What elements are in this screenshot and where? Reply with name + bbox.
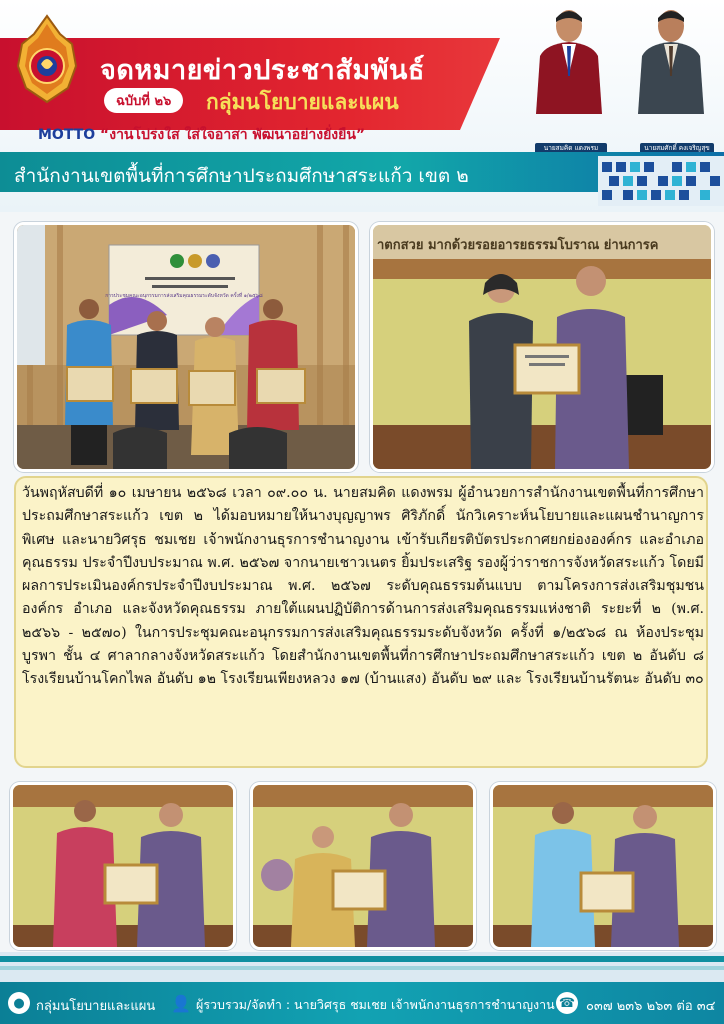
footer-group: กลุ่มนโยบายและแผน (36, 999, 156, 1014)
official-portrait-2 (634, 4, 708, 114)
person-1 (65, 299, 113, 465)
photo-bottom-1-image (13, 785, 233, 947)
phone-icon: ☎ (556, 992, 578, 1014)
motto-prefix: MOTTO (38, 127, 96, 143)
official-name: นายสมศักดิ์ คงเจริญสุข (644, 144, 710, 152)
person-icon: 👤 (171, 993, 191, 1013)
pixel-pattern-decoration (598, 154, 724, 206)
group-name: กลุ่มนโยบายและแผน (206, 90, 399, 114)
obec-emblem-icon (12, 14, 82, 104)
location-pin-icon: ● (8, 992, 30, 1014)
news-paragraph: วันพฤหัสบดีที่ ๑๐ เมษายน ๒๕๖๘ เวลา ๐๙.๐๐ น. นายสมคิด แดงพรม ผู้อำนวยการสำนักงานเขตพื้นที่การศึกษาประถมศึกษาสระแก้ว เขต ๒ ได้มอบหมายให้นางบุญญาพร ศิริภักดิ์ นักวิเคราะห์นโยบายและแผนชำนาญการพิเศษ และนายวิศรุธ ชมเชย เจ้าพนักงานธุรการชำนาญงาน เข้ารับเกียรติบัตรประกาศยกย่ององค์กร และอำเภอคุณธรรม ประจำปีงบประมาณ พ.ศ. ๒๕๖๗ จากนายเชาวเนตร ยิ้มประเสริฐ รองผู้ว่าราชการจังหวัดสระแก้ว โดยมีผลการประเมินองค์กรประจำปีงบประมาณ พ.ศ. ๒๕๖๗ ระดับคุณธรรมต้นแบบ ตามโครงการส่งเสริมชุมชน องค์กร อำเภอ และจังหวัดคุณธรรม ภายใต้แผนปฏิบัติการด้านการส่งเสริมคุณธรรมแห่งชาติ ระยะที่ ๒ (พ.ศ. ๒๕๖๖ - ๒๕๗๐) ในการประชุมคณะอนุกรรมการส่งเสริมคุณธรรมระดับจังหวัด ครั้งที่ ๑/๒๕๖๘ ณ ห้องประชุมบูรพา ชั้น ๔ ศาลากลางจังหวัดสระแก้ว โดยสำนักงานเขตพื้นที่การศึกษาประถมศึกษาสระแก้ว เขต ๒ อันดับ ๘ โรงเรียนบ้านโคกไพล อันดับ ๑๒ โรงเรียนเพียงหลวง ๑๗ (บ้านแสง) อันดับ ๒๙ และ โรงเรียนบ้านรัตนะ อันดับ ๓๐ (22, 485, 704, 688)
photo-certificate-handover-image (373, 225, 711, 469)
office-name: สำนักงานเขตพื้นที่การศึกษาประถมศึกษาสระแก้ว เขต ๒ (14, 165, 469, 187)
issue-badge: ฉบับที่ ๒๖ (104, 88, 183, 113)
footer-phone: ๐๓๗ ๒๓๖ ๒๖๓ ต่อ ๓๔ (586, 999, 716, 1014)
footer-compiler: ผู้รวบรวม/จัดทำ : นายวิศรุธ ชมเชย เจ้าพนักงานธุรการชำนาญงาน (196, 997, 555, 1012)
motto (38, 124, 365, 146)
photo-certificate-handover (370, 222, 714, 472)
photo-group-certificates-image (17, 225, 355, 469)
newsletter-title: จดหมายข่าวประชาสัมพันธ์ (100, 55, 425, 86)
photo-bottom-3 (490, 782, 716, 950)
official-portrait-1 (532, 4, 606, 114)
photo-bottom-2-image (253, 785, 473, 947)
photo-bottom-3-image (493, 785, 713, 947)
official-name: นายสมคิด แดงพรม (543, 144, 599, 152)
photo-bottom-1 (10, 782, 236, 950)
photo-bottom-2 (250, 782, 476, 950)
motto-text: “งานโปร่งใส ใส่ใจอาสา พัฒนาอย่างยั่งยืน” (100, 127, 366, 143)
photo-group-certificates (14, 222, 358, 472)
screen-text: การประชุมคณะอนุกรรมการส่งเสริมคุณธรรมระดับจังหวัด ครั้งที่ ๑/๒๕๖๘ (105, 293, 263, 299)
banner-text: าตกสวย มากด้วยรอยอารยธรรมโบราณ ย่านการค (377, 238, 659, 253)
